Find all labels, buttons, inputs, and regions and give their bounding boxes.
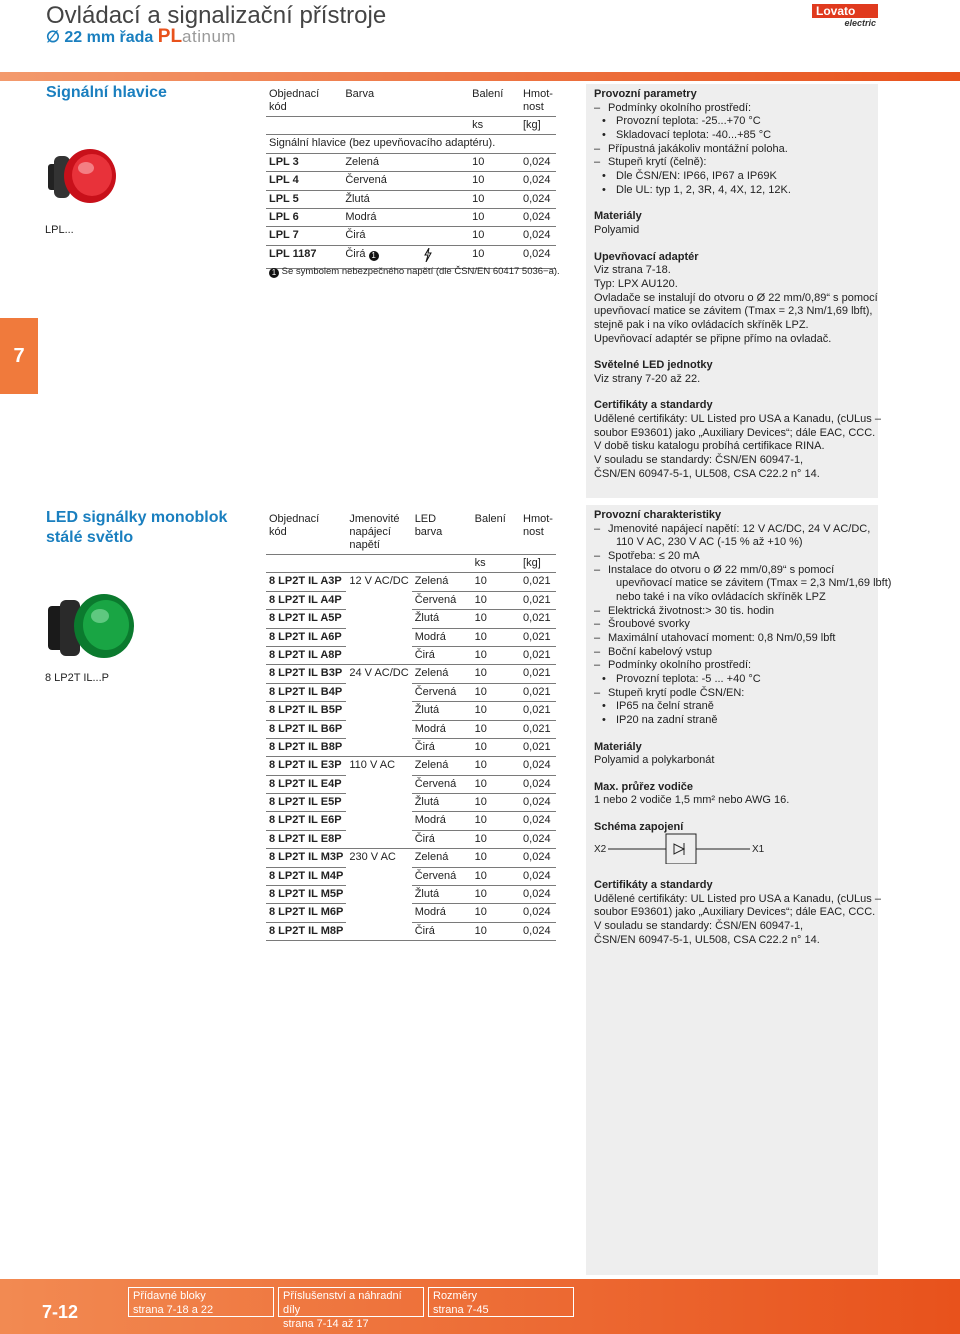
spec-line: Viz strany 7-20 až 22. [594,372,701,385]
table-row: LPL 4 Červená 10 0,024 [266,172,556,190]
platinum-atinum: atinum [182,27,237,46]
table-row: 8 LP2T IL B8P Čirá 10 0,021 [266,738,556,756]
top-accent-bar [0,72,960,81]
spacer [594,386,881,399]
spec-heading: Max. průřez vodiče [594,780,694,793]
logo-brand: Lovato [812,4,878,18]
spec-line: – Elektrická životnost:> 30 tis. hodin [594,605,891,619]
spec-line: • Skladovací teplota: -40...+85 °C [594,129,881,143]
spec-line: stejně pak i na víko ovládacích skříněk LPZ. [594,318,809,331]
spacer [594,808,891,821]
spec-line: Typ: LPX AU120. [594,277,678,290]
product-label-lpl: LPL... [45,224,74,236]
table-subheading: Signální hlavice (bez upevňovacího adaptéru). [266,135,556,153]
spec-line: • Dle UL: typ 1, 2, 3R, 4, 4X, 12, 12K. [594,184,881,198]
spec-line: Polyamid a polykarbonát [594,754,715,767]
spec-heading: Materiály [594,740,642,753]
spec-line: – Instalace do otvoru o Ø 22 mm/0,89“ s pomocí [594,564,891,578]
note-marker-icon: 1 [269,268,279,278]
table-row: 8 LP2T IL B4P Červená 10 0,021 [266,683,556,701]
signal-heads-table [266,86,556,269]
table-row: 8 LP2T IL A5P Žlutá 10 0,021 [266,610,556,628]
table-row: LPL 5 Žlutá 10 0,024 [266,190,556,208]
table-row: 8 LP2T IL B5P Žlutá 10 0,021 [266,702,556,720]
spec-line: – Šroubové svorky [594,618,891,632]
spec-line: Viz strana 7-18. [594,264,671,277]
section-title-signal-heads: Signální hlavice [46,84,167,101]
spec-line: upevňovací matice se závitem (Tmax = 2,3 Nm/1,69 lbft) [616,577,892,590]
red-lamp-image [46,146,120,206]
table-row: 8 LP2T IL M4P Červená 10 0,024 [266,867,556,885]
spacer [594,728,891,741]
table-row: LPL 6 Modrá 10 0,024 [266,208,556,226]
footer-link-accessories[interactable]: Příslušenství a náhradní díly strana 7-14 až 17 [278,1287,424,1317]
chapter-tab: 7 [0,318,38,394]
table-row: 8 LP2T IL E3P 110 V AC Zelená 10 0,024 [266,757,556,775]
spec-line: – Podmínky okolního prostředí: [594,102,881,116]
col-code-l2: kód [269,101,287,113]
col-pack: Balení [472,88,504,100]
product-label-lp2t: 8 LP2T IL...P [45,672,110,684]
table-row: 8 LP2T IL M6P Modrá 10 0,024 [266,904,556,922]
high-voltage-icon [423,248,433,262]
table-row: 8 LP2T IL B6P Modrá 10 0,021 [266,720,556,738]
table-row: 8 LP2T IL E8P Čirá 10 0,024 [266,830,556,848]
unit-pack: ks [469,117,520,135]
spec-line: – Přípustná jakákoliv montážní poloha. [594,143,881,157]
table-row: 8 LP2T IL A6P Modrá 10 0,021 [266,628,556,646]
spec-heading: Schéma zapojení [594,821,684,834]
unit-weight: [kg] [520,117,556,135]
spec-line: upevňovací matice se závitem (Tmax = 2,3 Nm/1,69 lbft), [594,305,873,318]
spacer [594,346,881,359]
spec-line: V souladu se standardy: ČSN/EN 60947-1, [594,454,804,467]
spacer [594,197,881,210]
spec-heading: Certifikáty a standardy [594,399,713,412]
spec-line: – Maximální utahovací moment: 0,8 Nm/0,59 lbft [594,632,891,646]
table-row: 8 LP2T IL E5P Žlutá 10 0,024 [266,794,556,812]
footer-link-dimensions[interactable]: Rozměry strana 7-45 [428,1287,574,1317]
spec-line: – Podmínky okolního prostředí: [594,659,891,673]
table-row: 8 LP2T IL M3P 230 V AC Zelená 10 0,024 [266,849,556,867]
spec-line: Udělené certifikáty: UL Listed pro USA a Kanadu, (cULus – [594,413,881,426]
spec-block-2 [594,509,891,835]
spec-line: ČSN/EN 60947-5-1, UL508, CSA C22.2 n° 14. [594,933,820,946]
table-row: 8 LP2T IL M8P Čirá 10 0,024 [266,922,556,940]
lovato-logo [812,4,878,26]
spec-line: • Dle ČSN/EN: IP66, IP67 a IP69K [594,170,881,184]
spec-heading: Certifikáty a standardy [594,879,713,891]
spec-line: ČSN/EN 60947-5-1, UL508, CSA C22.2 n° 14. [594,467,820,480]
spec-line: – Jmenovité napájecí napětí: 12 V AC/DC, 24 V AC/DC, [594,523,891,537]
spec-line: – Boční kabelový vstup [594,646,891,660]
green-lamp-image [46,592,136,664]
footer-link-accessory-blocks[interactable]: Přídavné bloky strana 7-18 a 22 [128,1287,274,1317]
subtitle-diameter: ∅ 22 mm řada [46,29,158,46]
spec-heading: Materiály [594,210,642,223]
spec-heading: Provozní parametry [594,88,697,100]
spec-line: 110 V AC, 230 V AC (-15 % až +10 %) [616,536,803,549]
page-subtitle [46,26,236,48]
spec-line: Udělené certifikáty: UL Listed pro USA a Kanadu, (cULus – [594,892,881,905]
table-row: 8 LP2T IL A4P Červená 10 0,021 [266,591,556,609]
note-marker-icon: 1 [369,251,379,261]
table-row: 8 LP2T IL M5P Žlutá 10 0,024 [266,886,556,904]
spec-block-1 [594,88,881,481]
spec-line: • Provozní teplota: -5 ... +40 °C [594,673,891,687]
page-title: Ovládací a signalizační přístroje [46,2,387,29]
col-code-l1: Objednací [269,88,320,100]
page-number: 7-12 [42,1302,79,1322]
col-weight-l2: nost [522,101,544,113]
led-signals-table: Objednací kód Jmenovité napájecí napětí LED barva Balení Hmot- nost ks [kg] 8 LP2T IL A3P 12 V AC/DC Zelená 10 0,021 8 LP2T IL A4P Červená 10 0,021 8 LP2T IL A5P Žlutá 10 0,021 8 LP2T IL A6P Modrá 10 0,021 8 LP2T IL A8P Čirá 10 0,021 8 LP2T IL B3P 24 V AC/DC Zelená 10 0,021 8 LP2T IL B4P Červená 10 0,021 8 LP2T IL B5P Žlutá 10 0,021 8 LP2T IL B6P Modrá 10 0,021 8 LP2T IL B8P Čirá 10 0,021 8 LP2T IL E3P 110 V AC Zelená 10 0,024 8 LP2T IL E4P Červená 10 0,024 8 LP2T IL E5P Žlutá 10 0,024 8 LP2T IL E6P Modrá 10 0,024 8 LP2T IL E8P Čirá 10 0,024 8 LP2T IL M3P 230 V AC Zelená 10 0,024 8 LP2T IL M4P Červená 10 0,024 8 LP2T IL M5P Žlutá 10 0,024 8 LP2T IL M6P Modrá 10 0,024 8 LP2T IL M8P Čirá 10 0,024 [266,511,556,941]
spec-line: soubor E93601) jako „Auxiliary Devices“; dále EAC, CCC. [594,426,876,439]
table-footnote: 1 Se symbolem nebezpečného napětí (dle ČSN/EN 60417 5036−a). [269,266,560,278]
spacer [594,238,881,251]
spec-heading: Upevňovací adaptér [594,250,699,263]
table-row: 8 LP2T IL E4P Červená 10 0,024 [266,775,556,793]
table-row: 8 LP2T IL B3P 24 V AC/DC Zelená 10 0,021 [266,665,556,683]
table-row: 8 LP2T IL A3P 12 V AC/DC Zelená 10 0,021 [266,573,556,591]
spec-line: nebo také i na víko ovládacích skříněk LPZ [616,590,826,603]
table-row: 8 LP2T IL E6P Modrá 10 0,024 [266,812,556,830]
spec-line: 1 nebo 2 vodiče 1,5 mm² nebo AWG 16. [594,794,790,807]
spec-heading: Provozní charakteristiky [594,509,722,521]
spec-line: V souladu se standardy: ČSN/EN 60947-1, [594,919,804,932]
spec-line: Ovladače se instalují do otvoru o Ø 22 mm/0,89“ s pomocí [594,291,878,304]
platinum-pl: PL [157,26,183,47]
section-title-led-monoblock: LED signálky monoblok stálé světlo [46,509,228,546]
logo-sub: electric [844,18,876,28]
terminal-x2: X2 [594,844,607,855]
col-weight-l1: Hmot- [522,88,553,100]
terminal-x1: X1 [752,844,765,855]
spec-line: soubor E93601) jako „Auxiliary Devices“; dále EAC, CCC. [594,906,876,919]
table-row: LPL 1187 Čirá 1 10 0,024 [266,245,556,268]
spec-block-3 [594,879,881,947]
table-row: 8 LP2T IL A8P Čirá 10 0,021 [266,646,556,664]
spec-line: – Stupeň krytí (čelně): [594,156,881,170]
wiring-diagram [594,830,774,864]
spec-line: • Provozní teplota: -25...+70 °C [594,115,881,129]
spec-line: • IP20 na zadní straně [594,714,891,728]
col-color: Barva [345,88,375,100]
table-row: LPL 7 Čirá 10 0,024 [266,227,556,245]
spec-heading: Světelné LED jednotky [594,359,713,372]
table-row: LPL 3 Zelená 10 0,024 [266,153,556,171]
spec-line: Polyamid [594,223,640,236]
spec-line: Upevňovací adaptér se připne přímo na ovladač. [594,332,832,345]
spec-line: V době tisku katalogu probíhá certifikace RINA. [594,440,825,453]
spec-line: – Stupeň krytí podle ČSN/EN: [594,687,891,701]
spacer [594,768,891,781]
spec-line: • IP65 na čelní straně [594,700,891,714]
spec-line: – Spotřeba: ≤ 20 mA [594,550,891,564]
